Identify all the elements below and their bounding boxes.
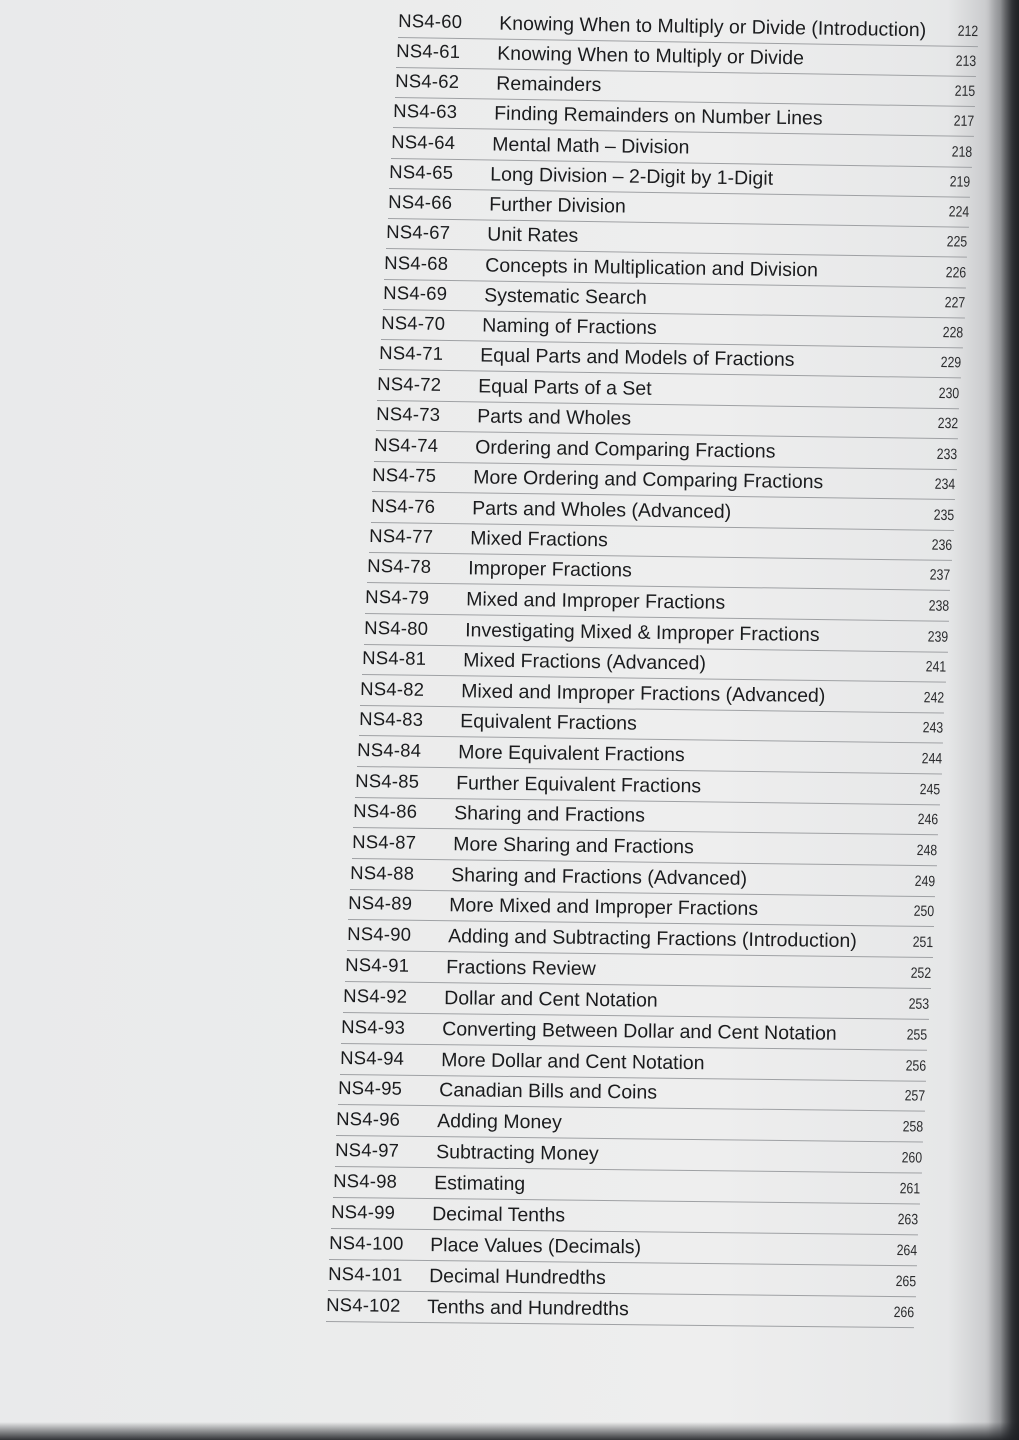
toc-entry-code: NS4-92 (343, 985, 408, 1007)
toc-entry-code: NS4-94 (340, 1047, 405, 1069)
toc-entry-page: 263 (897, 1211, 919, 1229)
toc-entry-code: NS4-98 (333, 1170, 398, 1192)
toc-entry-title: Further Division (489, 193, 626, 218)
toc-entry-title: Parts and Wholes (Advanced) (472, 497, 732, 523)
toc-entry (329, 1230, 917, 1266)
toc-entry-page: 250 (913, 902, 935, 921)
toc-entry-code: NS4-93 (341, 1016, 406, 1038)
toc-entry-page: 228 (942, 324, 964, 342)
toc-entry-code: NS4-67 (386, 221, 451, 243)
toc-entry-code: NS4-96 (336, 1108, 401, 1130)
toc-entry-code: NS4-78 (367, 555, 432, 577)
toc-entry-code: NS4-63 (393, 100, 458, 122)
toc-entry-code: NS4-100 (329, 1232, 404, 1254)
toc-entry-page: 249 (914, 872, 936, 891)
toc-entry-title: Adding and Subtracting Fractions (Introduction) (448, 925, 857, 953)
toc-entry-title: Mixed and Improper Fractions (466, 588, 726, 614)
toc-entry-title: Canadian Bills and Coins (439, 1079, 658, 1104)
bottom-edge-shadow (0, 1422, 1019, 1440)
toc-entry-title: Mixed Fractions (470, 527, 608, 552)
toc-entry-page: 264 (896, 1242, 918, 1260)
toc-entry-title: Improper Fractions (468, 557, 632, 582)
toc-entry-title: Adding Money (437, 1110, 562, 1134)
toc-entry-code: NS4-81 (362, 647, 427, 669)
toc-entry-page: 227 (944, 294, 966, 312)
toc-entry-code: NS4-65 (389, 161, 454, 183)
toc-entry-title: Tenths and Hundredths (427, 1296, 629, 1321)
toc-entry-page: 245 (919, 781, 941, 799)
toc-entry-page: 246 (917, 810, 939, 829)
toc-entry-code: NS4-91 (345, 954, 410, 976)
toc-entry-title: Mixed Fractions (Advanced) (463, 649, 707, 675)
page-curl-shadow (985, 0, 1019, 1440)
toc-entry-title: Estimating (434, 1172, 526, 1196)
toc-entry-code: NS4-95 (338, 1077, 403, 1099)
toc-entry-page: 258 (902, 1118, 924, 1136)
toc-entry-page: 252 (910, 964, 932, 982)
toc-entry-code: NS4-99 (331, 1201, 396, 1223)
toc-entry-code: NS4-83 (359, 708, 424, 730)
toc-entry-code: NS4-97 (335, 1139, 400, 1161)
toc-entry-page: 260 (901, 1149, 923, 1167)
toc-entry-title: Concepts in Multiplication and Division (485, 254, 819, 282)
toc-entry (326, 1292, 914, 1328)
toc-entry-title: Long Division – 2-Digit by 1-Digit (490, 163, 774, 190)
toc-entry-page: 255 (906, 1026, 928, 1044)
toc-entry-code: NS4-75 (372, 464, 437, 486)
toc-entry-title: More Dollar and Cent Notation (441, 1049, 705, 1075)
toc-entry-code: NS4-89 (348, 892, 413, 914)
toc-entry-page: 241 (925, 658, 947, 676)
toc-entry-page: 233 (936, 445, 958, 464)
toc-entry-code: NS4-87 (352, 831, 417, 853)
toc-entry-page: 217 (953, 112, 975, 130)
toc-entry-title: Sharing and Fractions (454, 802, 646, 827)
toc-entry-title: Mixed and Improper Fractions (Advanced) (461, 680, 826, 708)
toc-entry-code: NS4-84 (357, 739, 422, 761)
toc-entry (331, 1199, 918, 1235)
toc-entry-page: 212 (957, 22, 979, 41)
toc-entry-code: NS4-73 (376, 403, 441, 425)
toc-entry-page: 236 (931, 536, 953, 554)
toc-entry-code: NS4-76 (371, 495, 436, 517)
toc-entry-page: 237 (929, 566, 951, 584)
toc-entry-title: Knowing When to Multiply or Divide (497, 42, 805, 70)
toc-entry-code: NS4-101 (328, 1263, 403, 1285)
toc-entry-title: Decimal Hundredths (429, 1265, 606, 1289)
toc-entry-title: Decimal Tenths (432, 1203, 566, 1227)
toc-entry-page: 230 (938, 384, 960, 403)
toc-entry-title: Parts and Wholes (477, 405, 632, 430)
toc-entry-title: Equivalent Fractions (460, 710, 637, 735)
toc-entry-code: NS4-80 (364, 617, 429, 639)
toc-entry-page: 265 (895, 1273, 917, 1291)
toc-entry-title: Equal Parts of a Set (478, 375, 652, 400)
toc-entry-page: 239 (927, 628, 949, 646)
toc-entry-title: Converting Between Dollar and Cent Notation (442, 1018, 837, 1045)
toc-entry-page: 213 (955, 52, 977, 71)
toc-entry-page: 256 (905, 1057, 927, 1075)
toc-entry-code: NS4-74 (374, 434, 439, 456)
toc-entry-page: 235 (933, 506, 955, 525)
toc-entry-title: Finding Remainders on Number Lines (494, 102, 823, 130)
toc-entry-title: Investigating Mixed & Improper Fractions (465, 619, 820, 647)
toc-entry-code: NS4-88 (350, 862, 415, 884)
toc-entry-title: Equal Parts and Models of Fractions (480, 344, 795, 371)
toc-entry-page: 219 (949, 173, 971, 191)
toc-entry-title: More Sharing and Fractions (453, 833, 694, 859)
toc-entry-page: 253 (908, 995, 930, 1013)
toc-entry-code: NS4-82 (360, 678, 425, 700)
toc-entry-page: 225 (946, 233, 968, 251)
toc-entry-code: NS4-85 (355, 770, 420, 792)
toc-entry-code: NS4-64 (391, 131, 456, 153)
toc-entry-title: Dollar and Cent Notation (444, 987, 658, 1012)
toc-entry-page: 266 (893, 1303, 915, 1322)
toc-entry-page: 232 (937, 414, 959, 433)
toc-entry-page: 257 (904, 1087, 926, 1105)
toc-entry-title: Remainders (496, 72, 602, 97)
toc-entry-code: NS4-77 (369, 525, 434, 547)
toc-entry-page: 243 (922, 719, 944, 737)
toc-entry-page: 251 (912, 933, 934, 952)
toc-entry-title: Knowing When to Multiply or Divide (Introduction) (499, 12, 927, 42)
toc-entry-title: Place Values (Decimals) (430, 1234, 642, 1259)
toc-entry-code: NS4-71 (379, 342, 444, 364)
toc-entry-page: 218 (951, 143, 973, 161)
toc-entry-title: Systematic Search (484, 284, 647, 309)
toc-entry-page: 215 (954, 82, 976, 101)
toc-entry-code: NS4-86 (353, 800, 418, 822)
toc-entry-page: 244 (921, 750, 943, 768)
toc-entry-code: NS4-79 (365, 586, 430, 608)
toc-entry-page: 261 (899, 1180, 921, 1198)
toc-entry-page: 242 (923, 689, 945, 707)
toc-entry-code: NS4-72 (377, 373, 442, 395)
toc-entry-title: Sharing and Fractions (Advanced) (451, 864, 748, 890)
toc-entry-title: More Equivalent Fractions (458, 741, 685, 767)
toc-entry-title: More Ordering and Comparing Fractions (473, 466, 824, 494)
toc-entry-title: Subtracting Money (436, 1141, 599, 1165)
toc-entry-page: 238 (928, 597, 950, 615)
toc-entry-page: 226 (945, 264, 967, 282)
toc-entry-page: 229 (940, 354, 962, 372)
toc-entry-title: Further Equivalent Fractions (456, 772, 702, 798)
toc-entry-page: 248 (916, 841, 938, 860)
toc-entry-title: Fractions Review (446, 956, 596, 980)
toc-entry-title: Ordering and Comparing Fractions (475, 436, 776, 463)
toc-entry-title: Unit Rates (487, 223, 579, 247)
toc-entry-code: NS4-61 (396, 40, 461, 62)
toc-entry (328, 1261, 916, 1297)
toc-entry-code: NS4-60 (398, 10, 463, 33)
toc-entry-page: 234 (934, 475, 956, 494)
toc-entry-code: NS4-70 (381, 312, 446, 334)
toc-entry-code: NS4-90 (347, 923, 412, 945)
toc-entry-title: More Mixed and Improper Fractions (449, 894, 759, 920)
toc-entry-page: 224 (948, 203, 970, 221)
toc-entry-title: Naming of Fractions (482, 314, 657, 339)
toc-entry-code: NS4-62 (395, 70, 460, 92)
toc-entry-code: NS4-66 (388, 191, 453, 213)
toc-entry-code: NS4-102 (326, 1294, 401, 1316)
toc-entry-code: NS4-69 (383, 282, 448, 304)
toc-entry-code: NS4-68 (384, 252, 449, 274)
toc-entry-title: Mental Math – Division (492, 133, 690, 159)
